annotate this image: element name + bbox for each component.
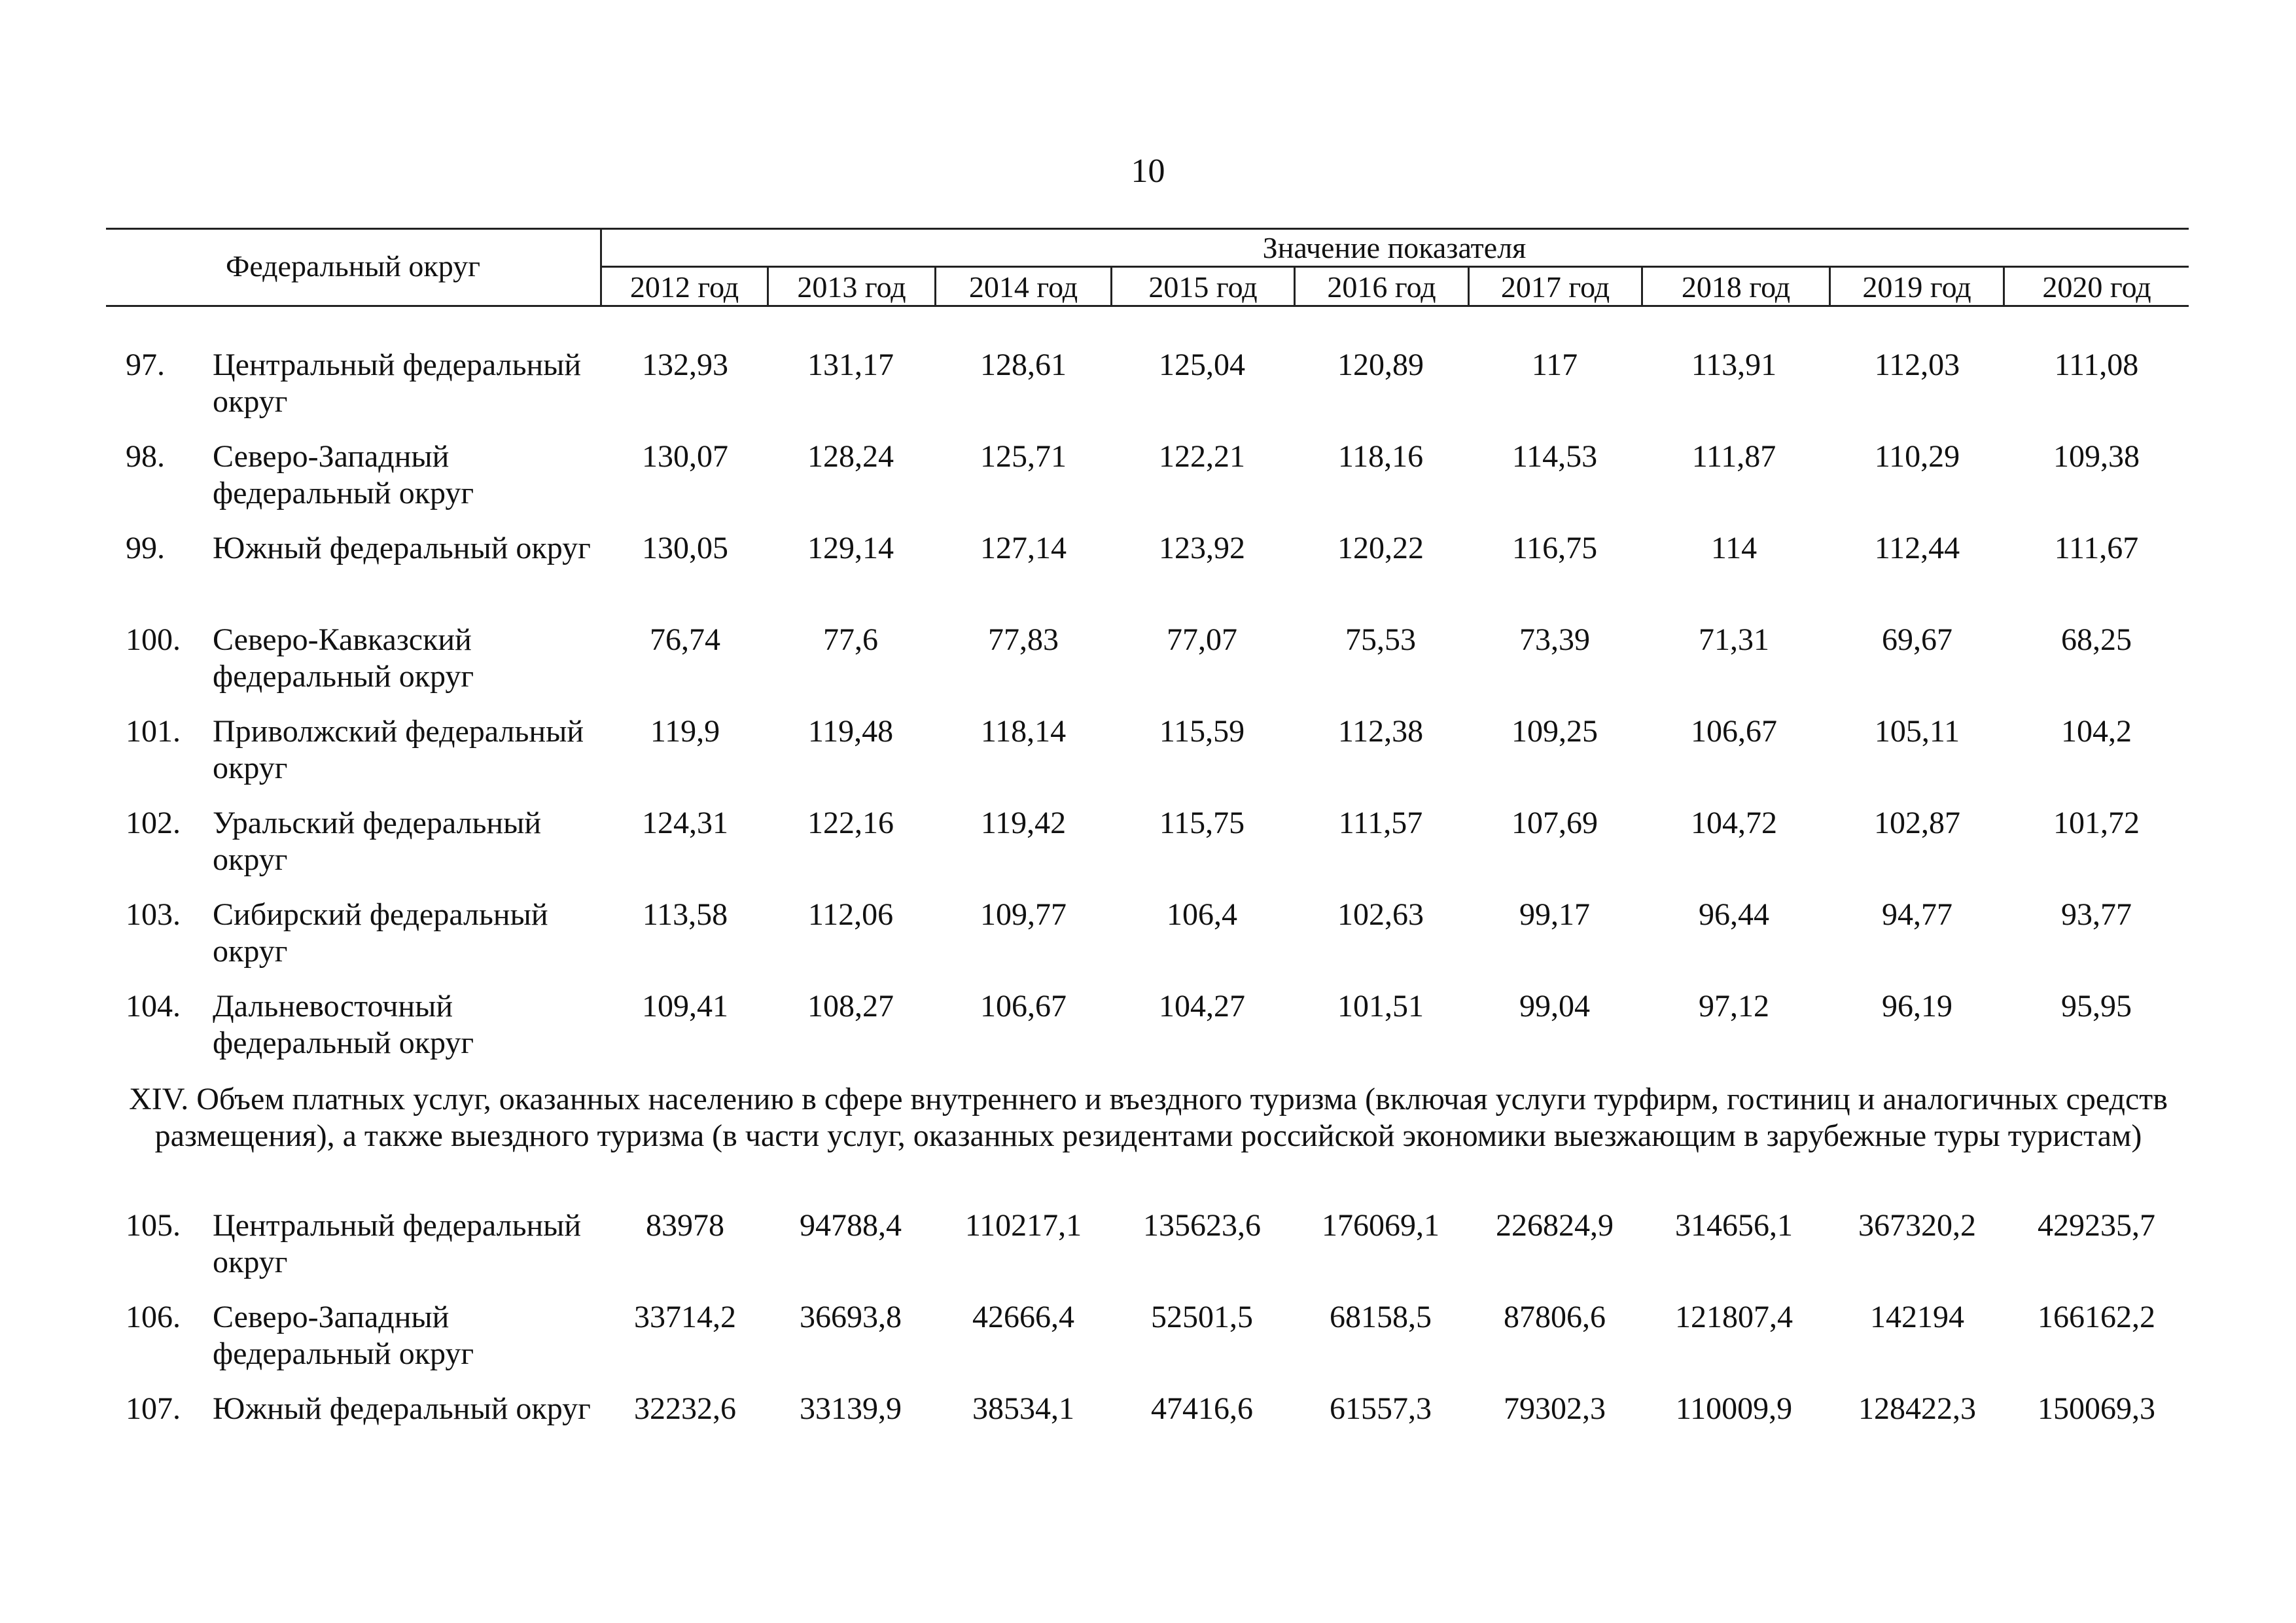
- row-district-name: Уральский федеральный округ: [213, 806, 542, 877]
- value-cell: 110009,9: [1675, 1391, 1793, 1426]
- value-cell: 105,11: [1874, 714, 1960, 749]
- value-cell: 75,53: [1345, 622, 1416, 657]
- year-header: 2019 год: [1862, 270, 1971, 304]
- value-cell: 76,74: [650, 622, 720, 657]
- value-cell: 127,14: [980, 531, 1067, 565]
- value-cell: 112,06: [807, 897, 894, 932]
- row-number: 102.: [126, 806, 181, 840]
- table-row: [0, 1299, 2296, 1391]
- value-cell: 112,38: [1337, 714, 1424, 749]
- value-cell: 114: [1710, 531, 1757, 565]
- value-cell: 314656,1: [1675, 1208, 1793, 1243]
- value-cell: 68158,5: [1330, 1300, 1432, 1334]
- table-row: [0, 897, 2296, 988]
- value-cell: 38534,1: [972, 1391, 1074, 1426]
- row-number: 105.: [126, 1208, 181, 1243]
- value-cell: 114,53: [1511, 439, 1598, 474]
- value-cell: 129,14: [807, 531, 894, 565]
- year-header: 2012 год: [629, 270, 739, 304]
- value-cell: 101,51: [1337, 989, 1424, 1024]
- value-cell: 130,05: [642, 531, 728, 565]
- value-cell: 109,38: [2053, 439, 2140, 474]
- value-cell: 113,91: [1691, 348, 1777, 382]
- value-cell: 112,03: [1874, 348, 1960, 382]
- value-cell: 94788,4: [800, 1208, 902, 1243]
- value-cell: 120,22: [1337, 531, 1424, 565]
- value-cell: 115,75: [1159, 806, 1245, 840]
- value-cell: 32232,6: [634, 1391, 736, 1426]
- header-bottom-rule: [106, 305, 2189, 307]
- value-cell: 99,17: [1519, 897, 1590, 932]
- value-cell: 77,07: [1167, 622, 1237, 657]
- year-header: 2013 год: [797, 270, 906, 304]
- value-cell: 102,63: [1337, 897, 1424, 932]
- value-cell: 150069,3: [2038, 1391, 2155, 1426]
- value-cell: 111,67: [2054, 531, 2139, 565]
- row-number: 99.: [126, 531, 165, 565]
- value-cell: 47416,6: [1151, 1391, 1253, 1426]
- row-number: 107.: [126, 1391, 181, 1426]
- table-row: [0, 713, 2296, 805]
- value-cell: 367320,2: [1858, 1208, 1976, 1243]
- value-cell: 125,71: [980, 439, 1067, 474]
- table-top-rule: [106, 228, 2189, 230]
- value-cell: 97,12: [1699, 989, 1769, 1024]
- value-cell: 104,27: [1159, 989, 1245, 1024]
- year-header: 2015 год: [1148, 270, 1258, 304]
- value-cell: 99,04: [1519, 989, 1590, 1024]
- row-district-name: Южный федеральный округ: [213, 1391, 591, 1426]
- value-cell: 111,08: [2054, 348, 2139, 382]
- value-cell: 87806,6: [1504, 1300, 1606, 1334]
- row-district-name: Южный федеральный округ: [213, 531, 591, 565]
- table-row: [0, 805, 2296, 897]
- row-district-name: Центральный федеральный округ: [213, 1208, 582, 1279]
- year-header: 2018 год: [1681, 270, 1791, 304]
- value-cell: 61557,3: [1330, 1391, 1432, 1426]
- value-cell: 111,57: [1338, 806, 1423, 840]
- value-cell: 176069,1: [1322, 1208, 1439, 1243]
- row-district-name: Дальневосточный федеральный округ: [213, 989, 474, 1060]
- value-cell: 132,93: [642, 348, 728, 382]
- value-cell: 77,6: [823, 622, 878, 657]
- row-number: 103.: [126, 897, 181, 932]
- value-cell: 69,67: [1882, 622, 1952, 657]
- value-cell: 79302,3: [1504, 1391, 1606, 1426]
- value-cell: 118,16: [1337, 439, 1424, 474]
- value-cell: 73,39: [1519, 622, 1590, 657]
- value-cell: 125,04: [1159, 348, 1245, 382]
- header-mid-rule: [600, 266, 2189, 268]
- table-row: [0, 347, 2296, 438]
- row-number: 104.: [126, 989, 181, 1024]
- row-number: 98.: [126, 439, 165, 474]
- value-cell: 71,31: [1699, 622, 1769, 657]
- value-cell: 110217,1: [964, 1208, 1082, 1243]
- value-cell: 101,72: [2053, 806, 2140, 840]
- column-header-district: Федеральный округ: [226, 249, 480, 283]
- value-cell: 33139,9: [800, 1391, 902, 1426]
- value-cell: 111,87: [1691, 439, 1776, 474]
- row-district-name: Центральный федеральный округ: [213, 348, 582, 419]
- value-cell: 106,4: [1167, 897, 1237, 932]
- value-cell: 106,67: [980, 989, 1067, 1024]
- value-cell: 142194: [1870, 1300, 1964, 1334]
- row-number: 106.: [126, 1300, 181, 1334]
- value-cell: 102,87: [1874, 806, 1960, 840]
- value-cell: 42666,4: [972, 1300, 1074, 1334]
- column-group-header: Значение показателя: [1262, 231, 1527, 264]
- value-cell: 36693,8: [800, 1300, 902, 1334]
- value-cell: 122,16: [807, 806, 894, 840]
- value-cell: 93,77: [2061, 897, 2132, 932]
- row-number: 101.: [126, 714, 181, 749]
- year-header: 2020 год: [2042, 270, 2151, 304]
- value-cell: 120,89: [1337, 348, 1424, 382]
- value-cell: 115,59: [1159, 714, 1245, 749]
- value-cell: 108,27: [807, 989, 894, 1024]
- value-cell: 113,58: [642, 897, 728, 932]
- value-cell: 33714,2: [634, 1300, 736, 1334]
- value-cell: 123,92: [1159, 531, 1245, 565]
- value-cell: 122,21: [1159, 439, 1245, 474]
- row-number: 100.: [126, 622, 181, 657]
- value-cell: 96,44: [1699, 897, 1769, 932]
- value-cell: 112,44: [1874, 531, 1960, 565]
- row-district-name: Северо-Кавказский федеральный округ: [213, 622, 474, 694]
- value-cell: 135623,6: [1143, 1208, 1261, 1243]
- row-district-name: Северо-Западный федеральный округ: [213, 1300, 474, 1371]
- year-header: 2014 год: [968, 270, 1078, 304]
- value-cell: 110,29: [1874, 439, 1960, 474]
- row-district-name: Сибирский федеральный округ: [213, 897, 548, 969]
- value-cell: 106,67: [1691, 714, 1777, 749]
- value-cell: 94,77: [1882, 897, 1952, 932]
- year-header: 2016 год: [1327, 270, 1436, 304]
- section-title: XIV. Объем платных услуг, оказанных населению в сфере внутреннего и въездного туризма (включая услуги турфирм, гостиниц и аналогичных средств размещения), а также выездного туризма (в части услуг, оказанных резидентами российской экономики выезжающим в зарубежные туры туристам): [129, 1082, 2168, 1153]
- table-row: [0, 1207, 2296, 1299]
- year-header: 2017 год: [1500, 270, 1610, 304]
- value-cell: 119,9: [650, 714, 720, 749]
- value-cell: 128422,3: [1858, 1391, 1976, 1426]
- value-cell: 128,61: [980, 348, 1067, 382]
- value-cell: 130,07: [642, 439, 728, 474]
- value-cell: 96,19: [1882, 989, 1952, 1024]
- value-cell: 119,42: [980, 806, 1067, 840]
- value-cell: 117: [1531, 348, 1578, 382]
- value-cell: 118,14: [980, 714, 1067, 749]
- value-cell: 226824,9: [1496, 1208, 1614, 1243]
- value-cell: 104,72: [1691, 806, 1777, 840]
- table-row: [0, 622, 2296, 713]
- value-cell: 107,69: [1511, 806, 1598, 840]
- value-cell: 128,24: [807, 439, 894, 474]
- row-number: 97.: [126, 348, 165, 382]
- value-cell: 68,25: [2061, 622, 2132, 657]
- table-row: [0, 530, 2296, 622]
- value-cell: 121807,4: [1675, 1300, 1793, 1334]
- value-cell: 124,31: [642, 806, 728, 840]
- value-cell: 119,48: [807, 714, 894, 749]
- value-cell: 95,95: [2061, 989, 2132, 1024]
- value-cell: 109,77: [980, 897, 1067, 932]
- value-cell: 116,75: [1511, 531, 1598, 565]
- value-cell: 166162,2: [2038, 1300, 2155, 1334]
- value-cell: 109,25: [1511, 714, 1598, 749]
- table-row: [0, 1391, 2296, 1482]
- row-district-name: Северо-Западный федеральный округ: [213, 439, 474, 510]
- page-number: 10: [1131, 152, 1165, 190]
- row-district-name: Приволжский федеральный округ: [213, 714, 584, 785]
- value-cell: 109,41: [642, 989, 728, 1024]
- value-cell: 77,83: [988, 622, 1059, 657]
- value-cell: 52501,5: [1151, 1300, 1253, 1334]
- value-cell: 429235,7: [2038, 1208, 2155, 1243]
- table-row: [0, 988, 2296, 1080]
- value-cell: 104,2: [2061, 714, 2132, 749]
- value-cell: 83978: [646, 1208, 724, 1243]
- value-cell: 131,17: [807, 348, 894, 382]
- table-row: [0, 438, 2296, 530]
